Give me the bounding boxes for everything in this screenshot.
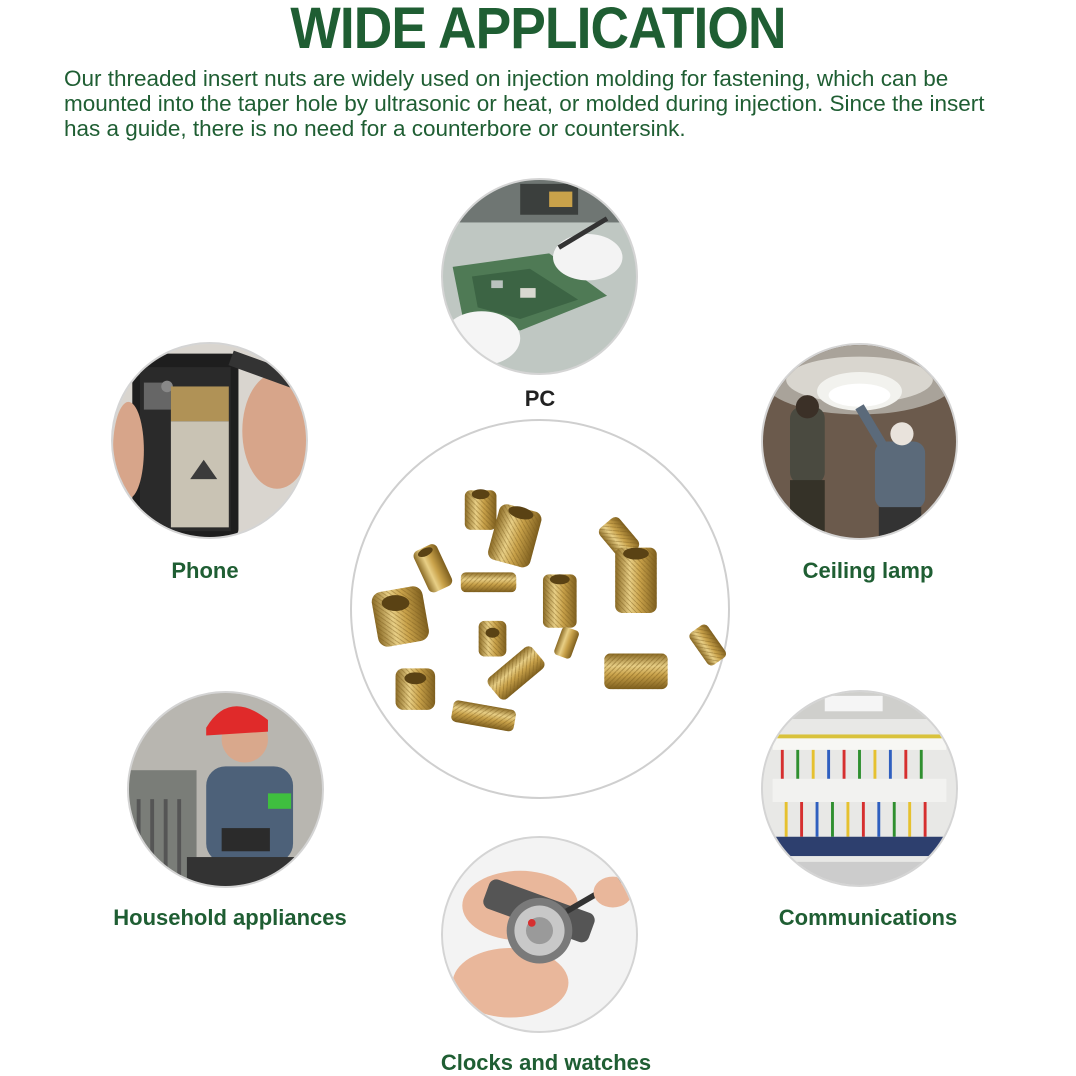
- insert-nut-group: [370, 489, 728, 732]
- household-appliances-photo: [127, 691, 324, 888]
- description-text: Our threaded insert nuts are widely used on injection molding for fastening, which can be mounted into the taper hole by ultrasonic or heat, or molded during injection. Since the insert has a guide, there is no need for a counterbore or countersink.: [64, 66, 985, 141]
- clocks-watches-photo: [441, 836, 638, 1033]
- household-appliances-label: Household appliances: [113, 905, 347, 930]
- brass-inserts-photo: [350, 419, 730, 799]
- phone-photo: [111, 342, 308, 539]
- phone-label: Phone: [171, 558, 239, 583]
- page-title: WIDE APPLICATION: [290, 0, 786, 61]
- clocks-watches-label: Clocks and watches: [440, 1050, 652, 1075]
- ceiling-lamp-photo: [761, 343, 958, 540]
- pc-photo: [441, 178, 638, 375]
- pc-label: PC: [524, 386, 556, 411]
- ceiling-lamp-label: Ceiling lamp: [802, 558, 934, 583]
- communications-label: Communications: [778, 905, 958, 930]
- communications-photo: [761, 690, 958, 887]
